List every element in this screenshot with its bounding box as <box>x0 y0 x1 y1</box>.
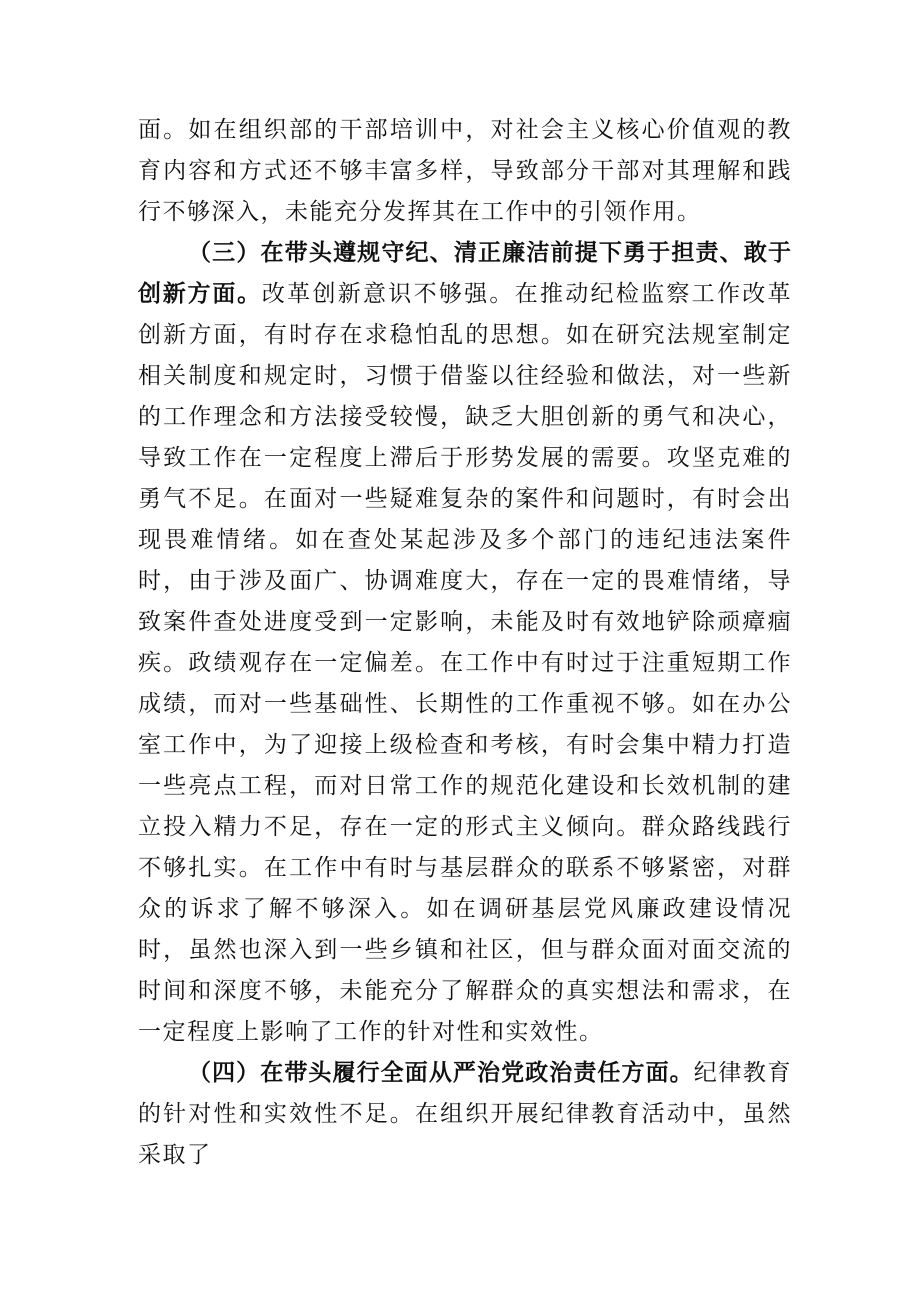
paragraph-section-three <box>138 233 792 1053</box>
document-page <box>138 110 792 1176</box>
paragraph-section-four <box>138 1053 792 1176</box>
section-heading-four: （四）在带头履行全面从严治党政治责任方面。 <box>188 1060 694 1086</box>
section-heading-three: （三）在带头遵规守纪、清正廉洁前提下勇于担责、敢于创新方面。 <box>138 240 792 307</box>
paragraph-continuation <box>138 110 792 233</box>
paragraph-body: 改革创新意识不够强。在推动纪检监察工作改革创新方面，有时存在求稳怕乱的思想。如在研究法规室制定相关制度和规定时，习惯于借鉴以往经验和做法，对一些新的工作理念和方法接受较慢，缺乏大胆创新的勇气和决心，导致工作在一定程度上滞后于形势发展的需要。攻坚克难的勇气不足。在面对一些疑难复杂的案件和问题时，有时会出现畏难情绪。如在查处某起涉及多个部门的违纪违法案件时，由于涉及面广、协调难度大，存在一定的畏难情绪，导致案件查处进度受到一定影响，未能及时有效地铲除顽瘴痼疾。政绩观存在一定偏差。在工作中有时过于注重短期工作成绩，而对一些基础性、长期性的工作重视不够。如在办公室工作中，为了迎接上级检查和考核，有时会集中精力打造一些亮点工程，而对日常工作的规范化建设和长效机制的建立投入精力不足，存在一定的形式主义倾向。群众路线践行不够扎实。在工作中有时与基层群众的联系不够紧密，对群众的诉求了解不够深入。如在调研基层党风廉政建设情况时，虽然也深入到一些乡镇和社区，但与群众面对面交流的时间和深度不够，未能充分了解群众的真实想法和需求，在一定程度上影响了工作的针对性和实效性。 <box>138 281 793 1045</box>
paragraph-body: 面。如在组织部的干部培训中，对社会主义核心价值观的教育内容和方式还不够丰富多样，导致部分干部对其理解和践行不够深入，未能充分发挥其在工作中的引领作用。 <box>138 117 792 225</box>
paragraph-body: 纪律教育的针对性和实效性不足。在组织开展纪律教育活动中，虽然采取了 <box>138 1060 793 1168</box>
